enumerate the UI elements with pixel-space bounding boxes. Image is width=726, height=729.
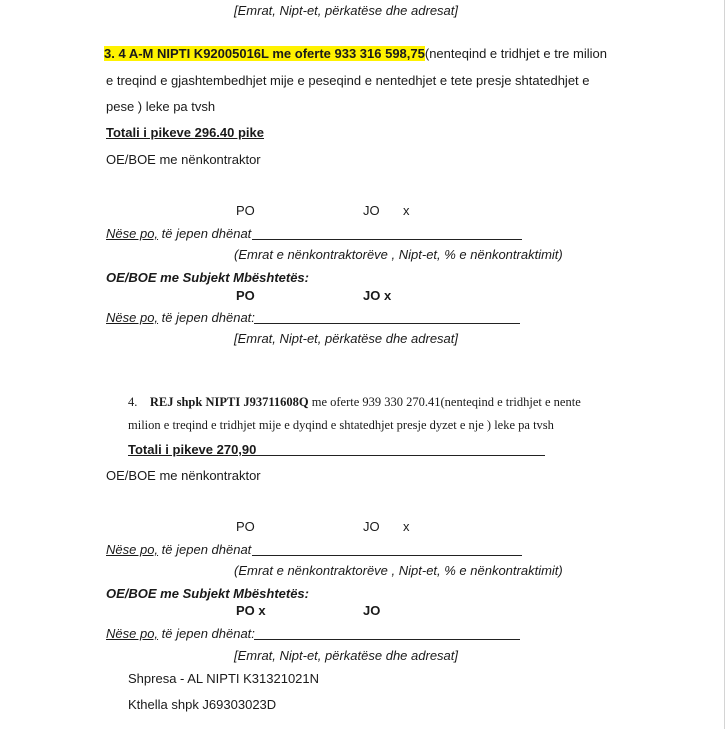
item3-x-mark: x [403, 203, 410, 218]
item4-line1 [128, 395, 581, 410]
item3-support-label: OE/BOE me Subjekt Mbështetës: [106, 270, 309, 285]
item3-rest: (nenteqind e tridhjet e tre milion [424, 46, 607, 61]
item3-fill-line2 [254, 323, 520, 324]
item4-x-mark: x [403, 519, 410, 534]
item3-line2: e treqind e gjashtembedhjet mije e peseqind e nentedhjet e tete presje shtatedhjet e [106, 73, 590, 88]
item3-total: Totali i pikeve 296.40 pike [106, 125, 265, 140]
item3-nese-po2: Nëse po, të jepen dhënat: [106, 310, 255, 325]
item4-total: Totali i pikeve 270,90 [128, 442, 257, 457]
item3-bracket2: [Emrat, Nipt-et, përkatëse dhe adresat] [234, 331, 458, 346]
item3-sub-bracket: (Emrat e nënkontraktorëve , Nipt-et, % e nënkontraktimit) [234, 247, 563, 262]
page-edge [724, 0, 725, 729]
item4-jo: JO [363, 519, 380, 534]
item3-jo: JO [363, 203, 380, 218]
item4-sub-bracket: (Emrat e nënkontraktorëve , Nipt-et, % e nënkontraktimit) [234, 563, 563, 578]
item3-nese-po: Nëse po, të jepen dhënat [106, 226, 252, 241]
item4-support-label: OE/BOE me Subjekt Mbështetës: [106, 586, 309, 601]
item3-line1 [104, 46, 607, 61]
item3-subcontractor-label: OE/BOE me nënkontraktor [106, 152, 261, 167]
item3-po2: PO [236, 288, 255, 303]
item4-line2: milion e treqind e tridhjet mije e dyqind e shtatedhjet presje dyzet e nje ) leke pa tvsh [128, 418, 554, 432]
item3-jo2: JO x [363, 288, 392, 303]
item4-bold: REJ shpk NIPTI J93711608Q [149, 395, 309, 409]
item3-highlight: 3. 4 A-M NIPTI K92005016L me oferte 933 316 598,75 [104, 46, 425, 61]
item4-support-entity-1: Shpresa - AL NIPTI K31321021N [128, 671, 320, 686]
item4-fill-line2 [254, 639, 520, 640]
item4-nese-po2: Nëse po, të jepen dhënat: [106, 626, 255, 641]
item3-fill-line [252, 239, 522, 240]
top-bracket: [Emrat, Nipt-et, përkatëse dhe adresat] [234, 3, 458, 18]
item4-bracket2: [Emrat, Nipt-et, përkatëse dhe adresat] [234, 648, 458, 663]
item4-rest: me oferte 939 330 270.41(nenteqind e tridhjet e nente [308, 395, 581, 409]
item4-fill-line [252, 555, 522, 556]
item3-po: PO [236, 203, 255, 218]
item4-nese-po: Nëse po, të jepen dhënat [106, 542, 252, 557]
item4-support-entity-2: Kthella shpk J69303023D [128, 697, 277, 712]
item4-subcontractor-label: OE/BOE me nënkontraktor [106, 468, 261, 483]
item4-po2: PO x [236, 603, 266, 618]
item4-jo2: JO [363, 603, 381, 618]
item3-line3: pese ) leke pa tvsh [106, 99, 216, 114]
item4-number: 4. [128, 395, 138, 409]
item4-total-line [255, 455, 545, 456]
item4-po: PO [236, 519, 255, 534]
